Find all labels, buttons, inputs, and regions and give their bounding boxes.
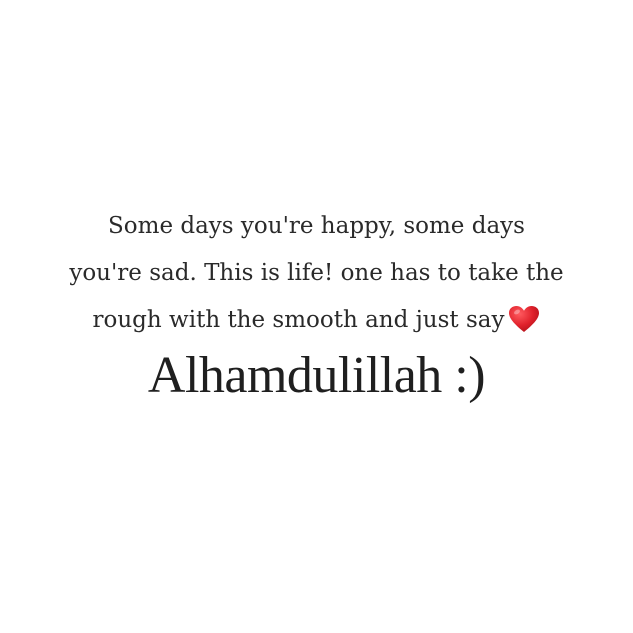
quote-line-3 <box>0 297 633 344</box>
red-heart-icon <box>508 305 540 333</box>
quote-line-1: Some days you're happy, some days <box>108 213 525 239</box>
closing-phrase: Alhamdulillah :) <box>147 347 486 404</box>
quote-line-3-text: rough with the smooth and just say <box>92 307 505 333</box>
quote-text-block <box>0 203 633 404</box>
quote-line-2: you're sad. This is life! one has to take the <box>69 260 564 286</box>
